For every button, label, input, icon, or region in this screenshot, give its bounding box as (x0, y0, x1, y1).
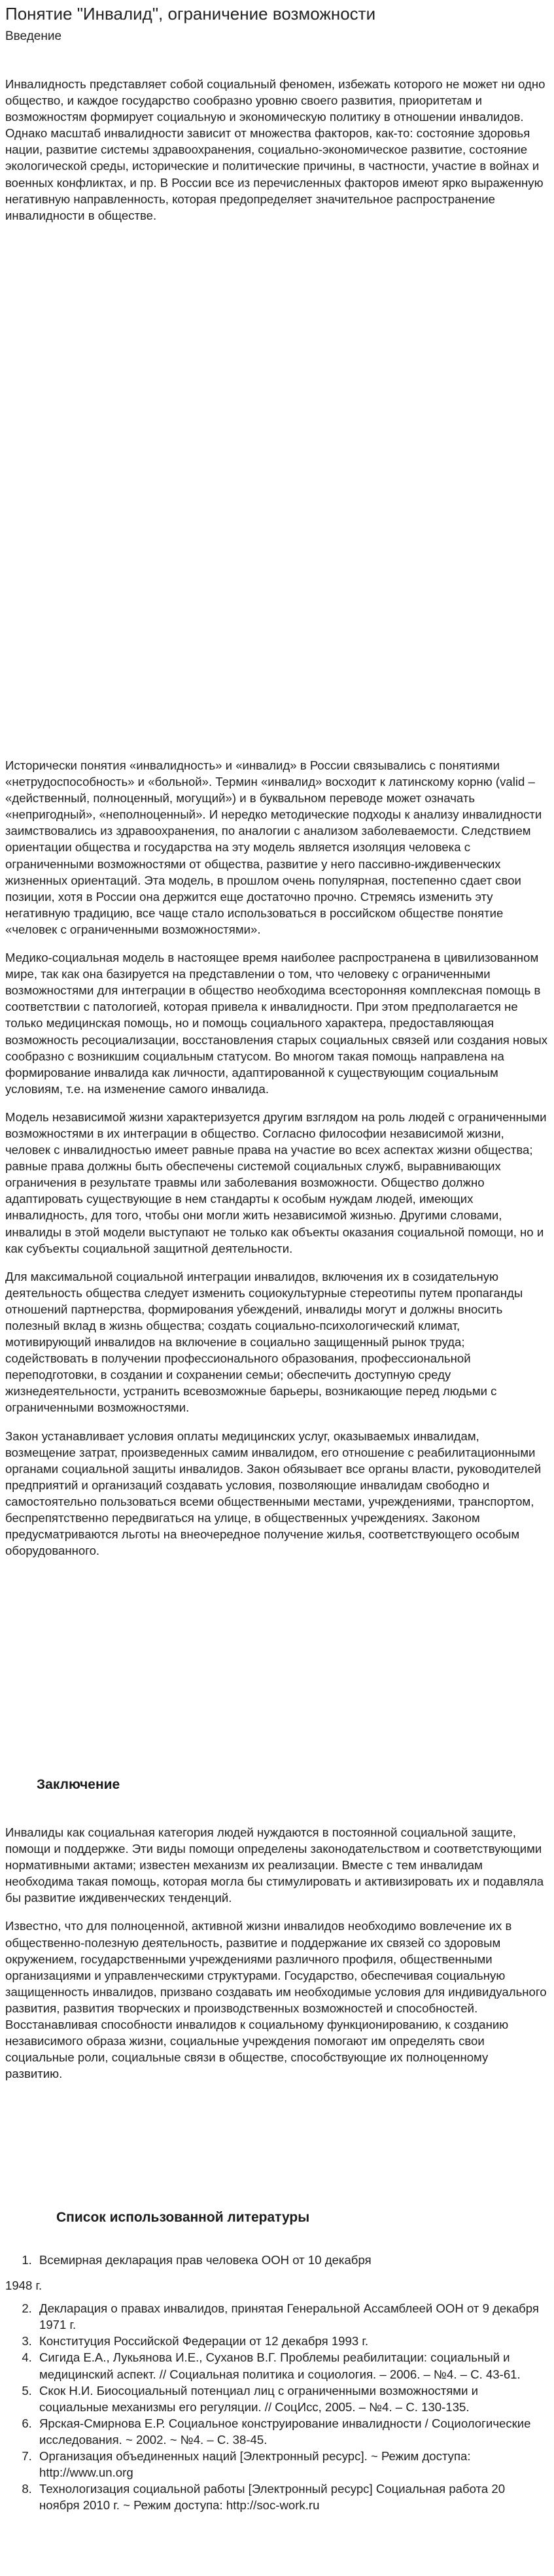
intro-section (5, 76, 548, 235)
conclusion-paragraph: Инвалиды как социальная категория людей нуждаются в постоянной социальной защите, помощи и поддержке. Эти виды помощи определены законодательством и соответствующими нормативными актами; известен механизм их реализации. Вместе с тем инвалидам необходима такая помощь, которая могла бы стимулировать и активизировать их и подавляла бы развитие иждивенческих тенденций. (5, 1825, 544, 1905)
conclusion-paragraph: Известно, что для полноценной, активной жизни инвалидов необходимо вовлечение их в общественно-полезную деятельность, развитие и поддержание их связей со здоровым окружением, государственными учреждениями различного профиля, общественными организациями и управленческими структурами. Государство, обеспечивая социальную защищенность инвалидов, призвано создавать им необходимые условия для индивидуального развития, развития творческих и производственных возможностей и способностей. Восстанавливая способности инвалидов к социальному функционированию, к созданию независимого образа жизни, социальные учреждения помогают им определять свои социальные роли, социальные связи в обществе, способствующие их полноценному развитию. (5, 1919, 547, 2081)
reference-item: 3. Конституция Российской Федерации от 12 декабря 1993 г. (35, 2333, 548, 2349)
references-list-first (5, 2252, 548, 2268)
reference-year-line: 1948 г. (5, 2279, 43, 2293)
reference-item: 8. Технологизация социальной работы [Электронный ресурс] Социальная работа 20 ноября 2010 г. ~ Режим доступа: http://soc-work.ru (35, 2481, 548, 2513)
body-paragraph: Для максимальной социальной интеграции инвалидов, включения их в созидательную деятельность общества следует изменить социокультурные стереотипы путем пропаганды отношений партнерства, формирования убеждений, инвалиды могут и должны вносить полезный вклад в жизнь общества; создать социально-психологический климат, мотивирующий инвалидов на включение в социально защищенный рынок труда; содействовать в получении профессионального образования, профессиональной переподготовки, в создании и сохранении семьи; обеспечить доступную среду жизнедеятельности, устранить всевозможные барьеры, возникающие перед людьми с ограниченными возможностями. (5, 1269, 523, 1415)
body-paragraph: Модель независимой жизни характеризуется другим взглядом на роль людей с ограниченными возможностями в их интеграции в общество. Согласно философии независимой жизни, человек с инвалидностью имеет равные права на участие во всех аспектах жизни общества; равные права должны быть обеспечены системой социальных служб, выравнивающих ограничения в результате травмы или заболевания возможности. Общество должно адаптировать существующие в нем стандарты к особым нуждам людей, имеющих инвалидность, для того, чтобы они могли жить независимой жизнью. Другими словами, инвалиды в этой модели выступают не только как объекты оказания социальной помощи, но и как субъекты социальной защитной деятельности. (5, 1110, 547, 1255)
references-heading: Список использованной литературы (56, 2210, 310, 2225)
body-paragraph: Закон устанавливает условия оплаты медицинских услуг, оказываемых инвалидам, возмещение затрат, произведенных самим инвалидом, его отношение с реабилитационными органами социальной защиты инвалидов. Закон обязывает все органы власти, руководителей предприятий и организаций создавать условия, позволяющие инвалидам свободно и самостоятельно пользоваться всеми общественными местами, учреждениями, транспортом, беспрепятственно передвигаться на улице, в общественных учреждениях. Законом предусматриваются льготы на внеочередное получение жилья, соответствующего особым оборудованного. (5, 1429, 542, 1558)
reference-item: 5. Скок Н.И. Биосоциальный потенциал лиц с ограниченными возможностями и социальные механизмы его регуляции. // СоцИсс, 2005. – №4. – С. 130-135. (35, 2382, 548, 2415)
references-section (5, 2252, 548, 2513)
reference-item: 6. Ярская-Смирнова Е.Р. Социальное конструирование инвалидности / Социологические исследования. ~ 2002. ~ №4. – С. 38-45. (35, 2415, 548, 2448)
conclusion-heading: Заключение (37, 1777, 120, 1792)
reference-item: 2. Декларация о правах инвалидов, принятая Генеральной Ассамблеей ООН от 9 декабря 1971 г. (35, 2300, 548, 2333)
reference-item: 7. Организация объединенных наций [Электронный ресурс]. ~ Режим доступа: http://www.un.org (35, 2448, 548, 2481)
references-list (5, 2300, 548, 2513)
body-paragraph: Медико-социальная модель в настоящее время наиболее распространена в цивилизованном мире, так как она базируется на представлении о том, что человеку с ограниченными возможностями для интеграции в общество необходима всесторонняя комплексная помощь в соответствии с патологией, которая привела к инвалидности. При этом предполагается не только медицинская помощь, но и помощь социального характера, предоставляющая возможность ресоциализации, восстановления старых социальных связей или создания новых сообразно с возникшим социальным статусом. Во многом такая помощь направлена на формирование инвалида как личности, адаптированной к существующим социальным условиям, т.е. на изменение самого инвалида. (5, 951, 548, 1096)
body-paragraph: Исторически понятия «инвалидность» и «инвалид» в России связывались с понятиями «нетрудоспособность» и «больной». Термин «инвалид» восходит к латинскому корню (valid – «действенный, полноценный, могущий») и в буквальном переводе может означать «непригодный», «неполноценный». И нередко методические подходы к анализу инвалидности заимствовались из здравоохранения, по аналогии с анализом заболеваемости. Следствием ориентации общества и государства на эту модель является изоляция человека с ограниченными возможностями от общества, развитие у него пассивно-иждивенческих жизненных ориентаций. Эта модель, в прошлом очень популярная, постепенно сдает свои позиции, хотя в России она держится еще достаточно прочно. Стремясь изменить эту негативную традицию, все чаще стало использоваться в российском обществе понятие «человек с ограниченными возможностями». (5, 758, 542, 936)
reference-item: 1. Всемирная декларация прав человека ООН от 10 декабря (35, 2252, 548, 2268)
document-title: Понятие "Инвалид", ограничение возможности (5, 4, 376, 24)
reference-item: 4. Сигида Е.А., Лукьянова И.Е., Суханов В.Г. Проблемы реабилитации: социальный и медицинский аспект. // Социальная политика и социология. – 2006. – №4. – С. 43-61. (35, 2349, 548, 2382)
body-section (5, 757, 548, 1570)
intro-heading: Введение (5, 29, 62, 43)
conclusion-section (5, 1824, 548, 2093)
intro-paragraph: Инвалидность представляет собой социальный феномен, избежать которого не может ни одно общество, и каждое государство сообразно уровню своего развития, приоритетам и возможностям формирует социальную и экономическую политику в отношении инвалидов. Однако масштаб инвалидности зависит от множества факторов, как-то: состояние здоровья нации, развитие системы здравоохранения, социально-экономическое развитие, состояние экологической среды, исторические и политические причины, в частности, участие в войнах и военных конфликтах, и пр. В России все из перечисленных факторов имеют ярко выраженную негативную направленность, которая предопределяет значительное распространение инвалидности в обществе. (5, 77, 545, 222)
